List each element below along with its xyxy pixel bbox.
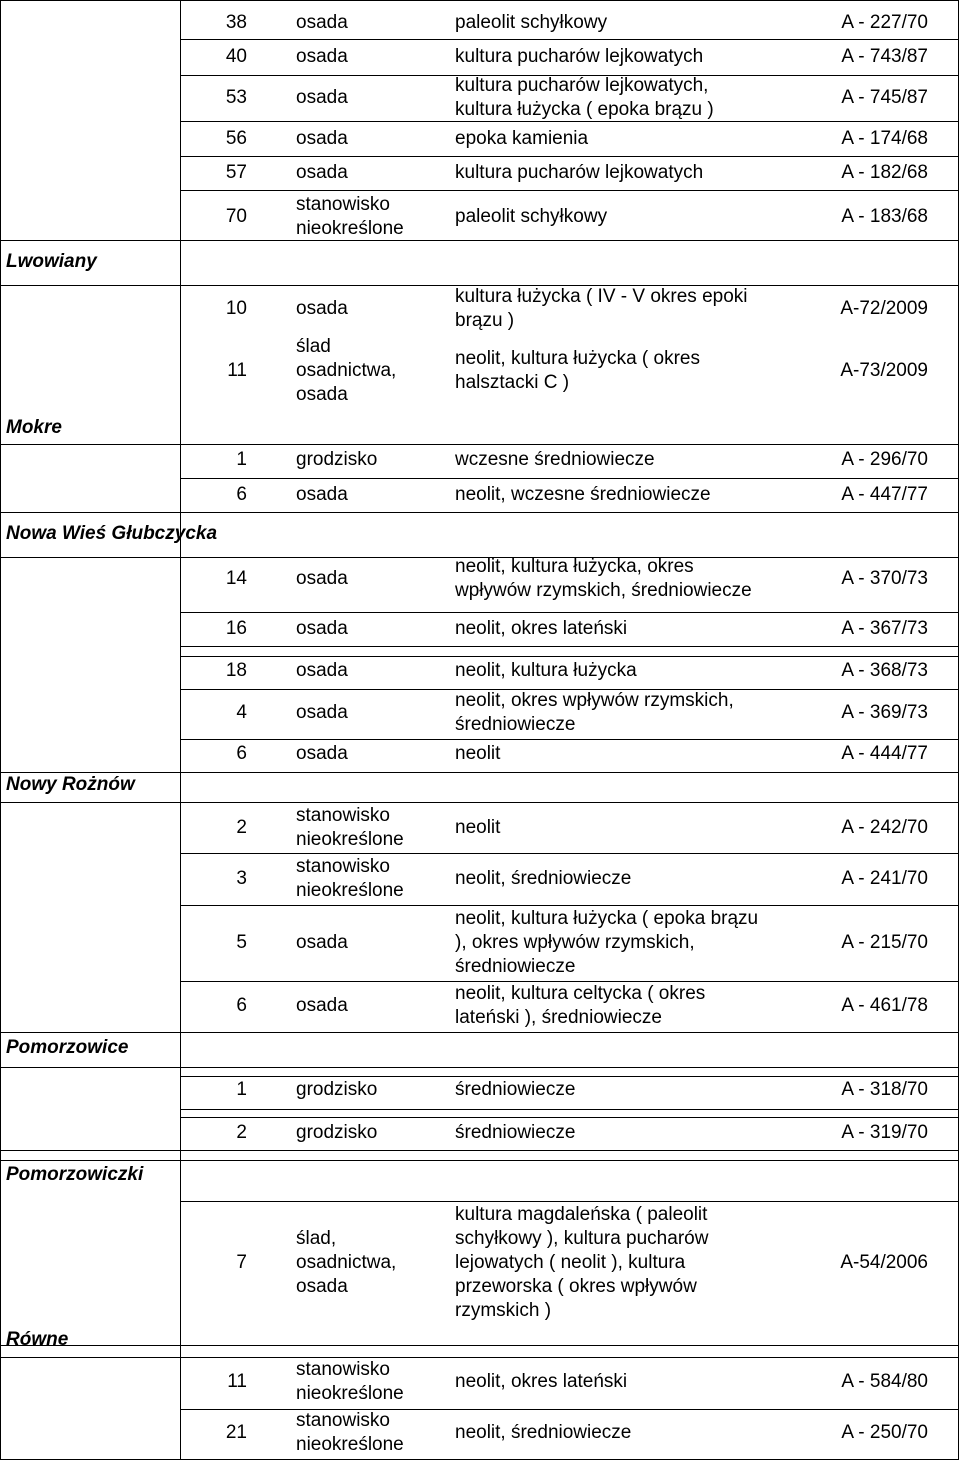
site-number: 18 [225,660,247,681]
site-type: stanowisko nieokreślone [296,856,404,901]
table-rule [0,512,180,513]
culture-period: neolit, średniowiecze [455,1422,632,1443]
table-rule [180,1160,958,1161]
site-type: osada [296,128,348,149]
place-name: Pomorzowiczki [6,1164,144,1185]
table-rule [0,1160,180,1161]
site-type: osada [296,995,348,1016]
culture-period: neolit, kultura łużycka, okres wpływów rzymskich, średniowiecze [455,556,752,601]
register-number: A - 182/68 [841,162,928,183]
table-rule [180,1032,958,1033]
table-rule [180,1345,958,1346]
register-number: A - 296/70 [841,449,928,470]
site-number: 6 [236,995,247,1016]
culture-period: paleolit schyłkowy [455,206,608,227]
site-number: 21 [225,1422,247,1443]
site-number: 4 [236,702,247,723]
site-type: grodzisko [296,1122,378,1143]
register-number: A - 250/70 [841,1422,928,1443]
register-number: A - 370/73 [841,568,928,589]
table-rule [180,1076,958,1077]
culture-period: kultura pucharów lejkowatych [455,46,704,67]
table-rule [0,1032,180,1033]
culture-period: epoka kamienia [455,128,589,149]
culture-period: neolit, wczesne średniowiecze [455,484,711,505]
table-rule [180,1109,958,1110]
site-type: osada [296,298,348,319]
table-rule [0,240,180,241]
table-rule [180,444,958,445]
table-rule [180,1117,958,1118]
culture-period: neolit, średniowiecze [455,868,632,889]
site-type: osada [296,12,348,33]
table-rule [0,444,180,445]
register-number: A - 367/73 [841,618,928,639]
site-number: 38 [225,12,247,33]
culture-period: kultura pucharów lejkowatych [455,162,704,183]
site-number: 1 [236,449,247,470]
culture-period: neolit, kultura łużycka ( epoka brązu ), okres wpływów rzymskich, średniowiecze [455,908,759,977]
culture-period: neolit, okres lateński [455,1371,628,1392]
site-number: 3 [236,868,247,889]
table-rule [0,1150,180,1151]
register-number: A - 215/70 [841,932,928,953]
place-name: Równe [6,1329,69,1350]
culture-period: neolit [455,743,501,764]
site-number: 11 [227,360,247,381]
register-number: A - 369/73 [841,702,928,723]
register-number: A-73/2009 [840,360,928,381]
culture-period: neolit, okres wpływów rzymskich, średniowiecze [455,690,734,735]
culture-period: kultura łużycka ( IV - V okres epoki brązu ) [455,286,748,331]
culture-period: neolit [455,817,501,838]
site-number: 14 [225,568,247,589]
table-rule [180,739,958,740]
table-rule [180,612,958,613]
site-type: grodzisko [296,449,378,470]
register-number: A-54/2006 [840,1252,928,1273]
culture-period: neolit, kultura łużycka [455,660,637,681]
culture-period: neolit, kultura łużycka ( okres halsztacki C ) [455,348,700,393]
site-type: osada [296,932,348,953]
table-rule [958,0,959,1460]
site-number: 5 [236,932,247,953]
site-number: 6 [236,484,247,505]
site-type: osada [296,484,348,505]
table-rule [0,1067,180,1068]
site-type: osada [296,568,348,589]
site-type: osada [296,87,348,108]
table-rule [180,1201,958,1202]
table-rule [0,557,180,558]
site-number: 70 [225,206,247,227]
site-number: 57 [225,162,247,183]
table-rule [0,1357,180,1358]
site-type: stanowisko nieokreślone [296,805,404,850]
site-number: 6 [236,743,247,764]
culture-period: średniowiecze [455,1079,576,1100]
culture-period: kultura pucharów lejkowatych, kultura łużycka ( epoka brązu ) [455,75,714,120]
site-number: 16 [225,618,247,639]
site-type: stanowisko nieokreślone [296,1359,404,1404]
table-rule [180,646,958,647]
register-number: A - 174/68 [841,128,928,149]
table-rule [180,0,181,1460]
register-number: A - 183/68 [841,206,928,227]
site-number: 7 [236,1252,247,1273]
culture-period: wczesne średniowiecze [455,449,655,470]
register-number: A - 368/73 [841,660,928,681]
table-rule [180,478,958,479]
place-name: Nowy Rożnów [6,774,135,795]
site-number: 2 [236,817,247,838]
site-type: osada [296,660,348,681]
register-number: A - 319/70 [841,1122,928,1143]
place-name: Nowa Wieś Głubczycka [6,523,218,544]
culture-period: neolit, okres lateński [455,618,628,639]
place-name: Mokre [6,417,62,438]
site-number: 10 [225,298,247,319]
table-rule [180,39,958,40]
register-number: A-72/2009 [840,298,928,319]
register-number: A - 318/70 [841,1079,928,1100]
site-number: 11 [227,1371,247,1392]
place-name: Pomorzowice [6,1037,129,1058]
site-type: ślad, osadnictwa, osada [296,1228,397,1297]
site-number: 1 [236,1079,247,1100]
site-type: osada [296,162,348,183]
register-number: A - 447/77 [841,484,928,505]
culture-period: kultura magdaleńska ( paleolit schyłkowy ), kultura pucharów lejowatych ( neolit ), kultura przeworska ( okres wpływów rzymskich ) [455,1204,709,1321]
site-type: stanowisko nieokreślone [296,194,404,239]
table-rule [180,772,958,773]
register-number: A - 241/70 [841,868,928,889]
table-rule [180,156,958,157]
culture-period: średniowiecze [455,1122,576,1143]
table-rule [180,905,958,906]
register-number: A - 242/70 [841,817,928,838]
table-rule [180,802,958,803]
culture-period: paleolit schyłkowy [455,12,608,33]
table-rule [0,802,180,803]
register-number: A - 584/80 [841,1371,928,1392]
site-type: ślad osadnictwa, osada [296,336,397,405]
table-rule [180,656,958,657]
table-rule [0,0,1,1460]
table-rule [180,1067,958,1068]
site-number: 40 [225,46,247,67]
site-number: 53 [225,87,247,108]
register-number: A - 745/87 [841,87,928,108]
table-rule [180,190,958,191]
place-name: Lwowiany [6,251,97,272]
site-number: 2 [236,1122,247,1143]
table-rule [180,512,958,513]
register-number: A - 461/78 [841,995,928,1016]
site-type: osada [296,618,348,639]
culture-period: neolit, kultura celtycka ( okres lateński ), średniowiecze [455,983,706,1028]
table-rule [180,0,958,1]
register-number: A - 743/87 [841,46,928,67]
register-number: A - 444/77 [841,743,928,764]
table-rule [0,285,180,286]
table-rule [180,1150,958,1151]
table-rule [0,0,180,1]
table-rule [180,853,958,854]
site-type: osada [296,702,348,723]
site-type: osada [296,46,348,67]
site-type: stanowisko nieokreślone [296,1410,404,1455]
site-number: 56 [225,128,247,149]
site-type: osada [296,743,348,764]
site-type: grodzisko [296,1079,378,1100]
register-number: A - 227/70 [841,12,928,33]
